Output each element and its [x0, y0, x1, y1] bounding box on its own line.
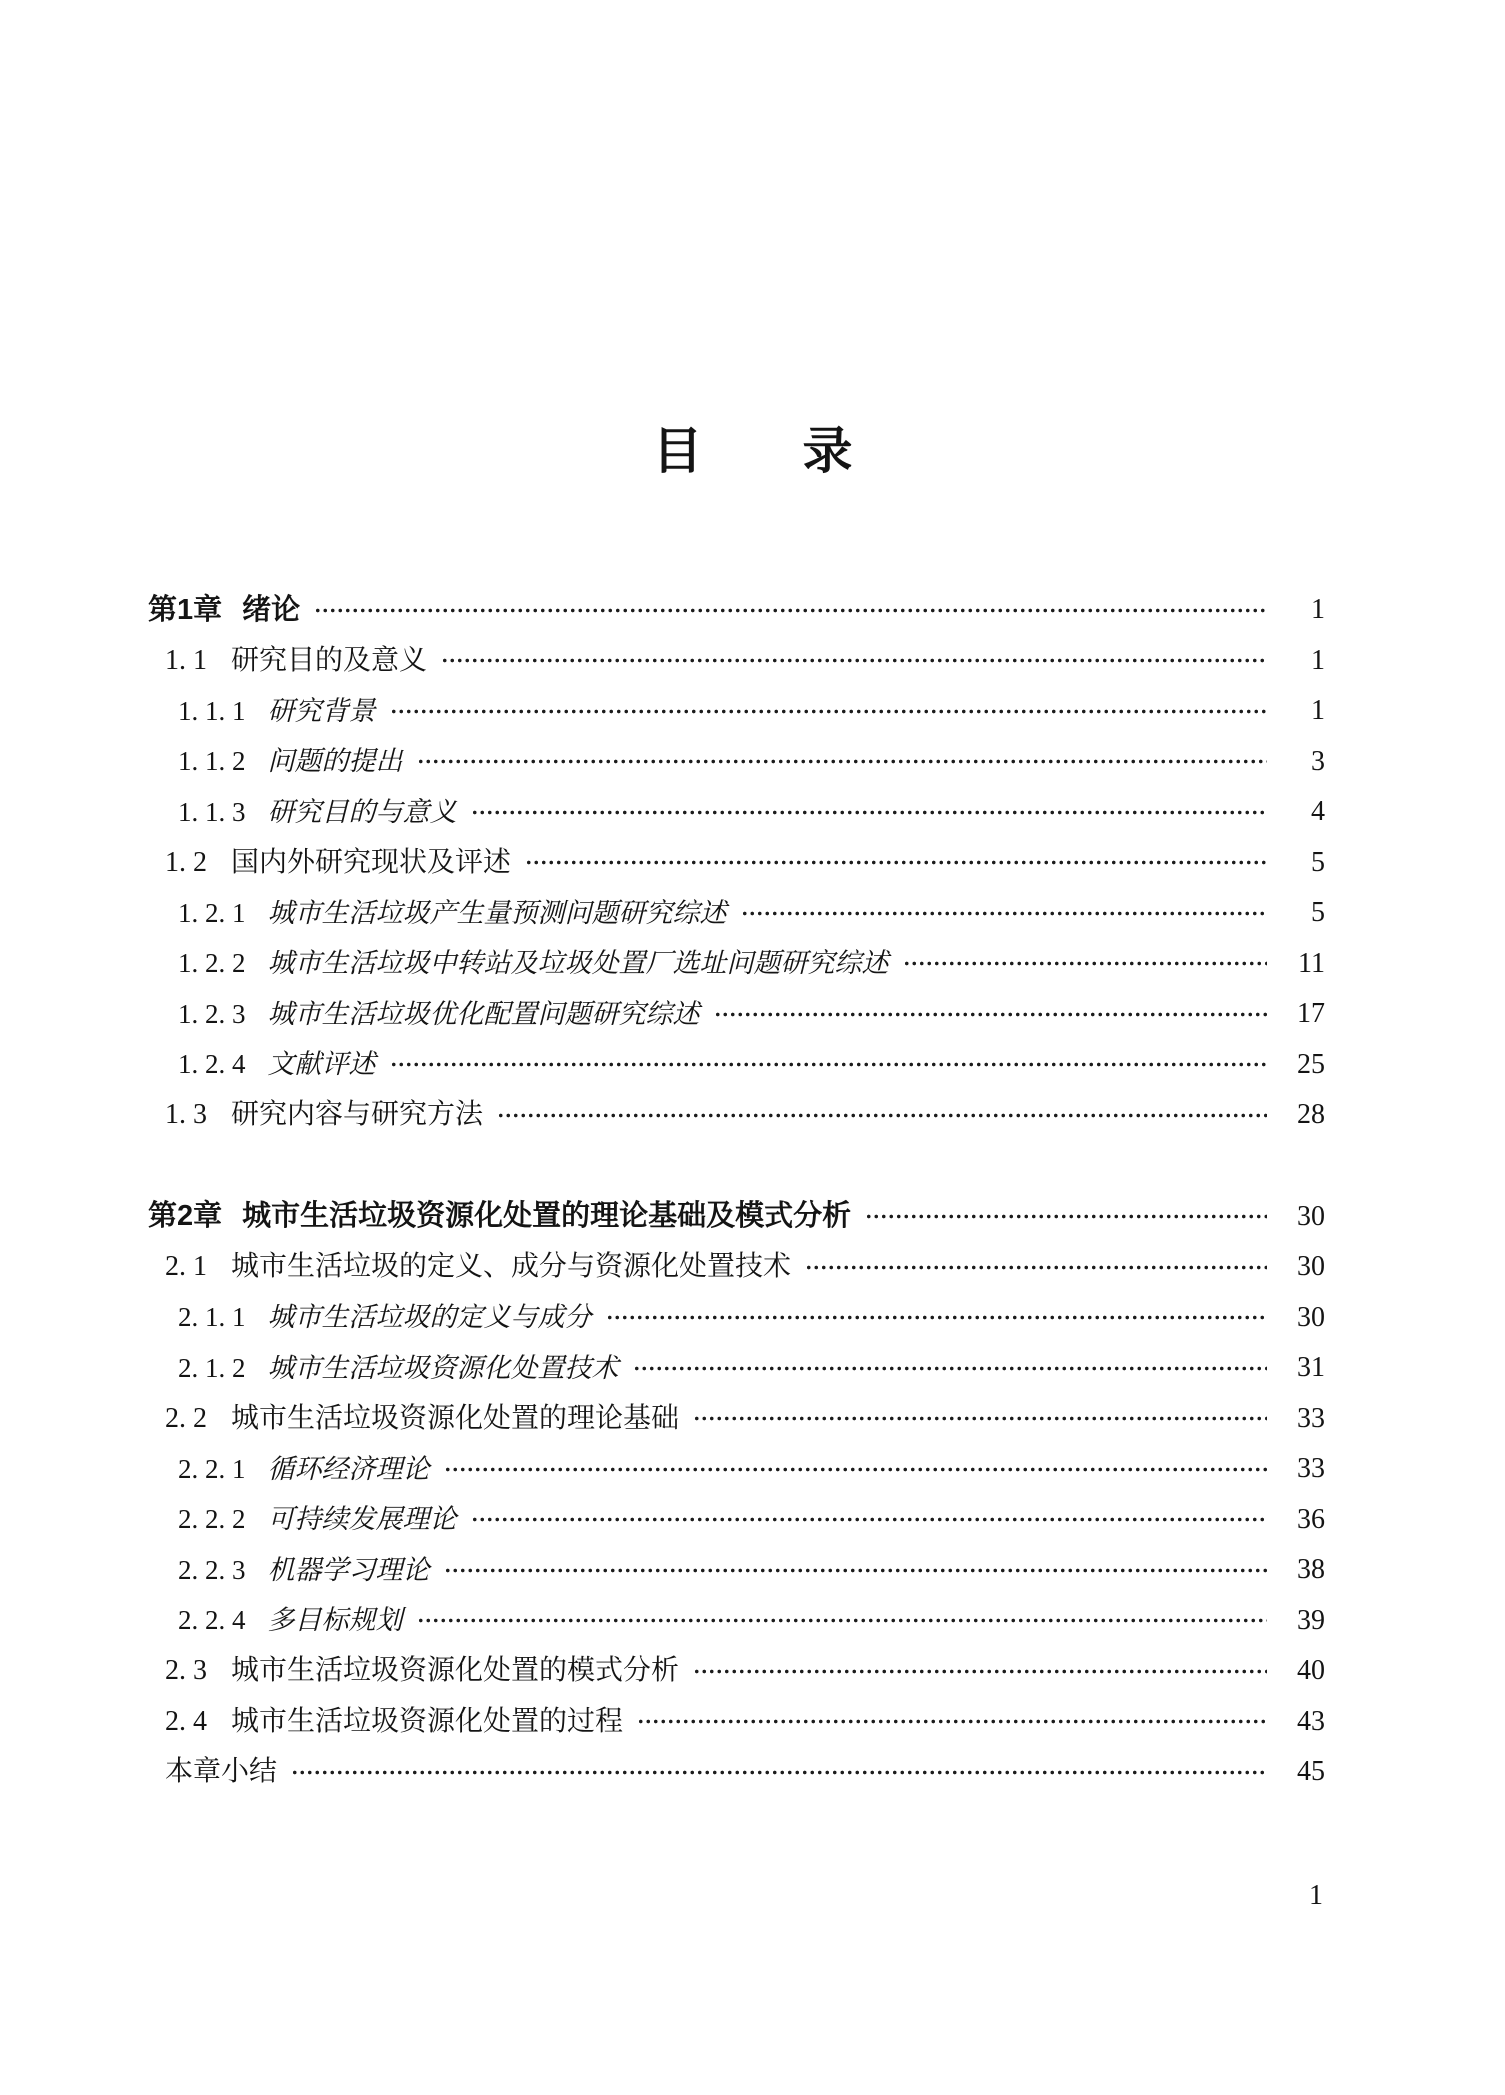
- toc-entry-page: 36: [1297, 1503, 1325, 1535]
- toc-entry-number: 1. 1. 1: [178, 695, 246, 726]
- toc-entry-number: 2. 1. 1: [178, 1302, 246, 1333]
- toc-entry-title: 城市生活垃圾资源化处置的模式分析: [231, 1655, 680, 1687]
- toc-entry-page: 11: [1298, 947, 1325, 979]
- toc-entry-page: 5: [1311, 846, 1325, 878]
- toc-entry-page: 30: [1297, 1200, 1325, 1232]
- toc-leader-dots: [903, 960, 1268, 967]
- toc-entry-title: 城市生活垃圾资源化处置的理论基础: [231, 1402, 680, 1434]
- toc-entry-number: 2. 3: [165, 1655, 207, 1687]
- toc-leader-dots: [417, 758, 1268, 765]
- toc-entry-title: 城市生活垃圾的定义与成分: [267, 1302, 592, 1333]
- toc-entry-title: 可持续发展理论: [267, 1504, 457, 1535]
- toc-entry-title: 本章小结: [165, 1756, 278, 1788]
- toc-leader-dots: [444, 1567, 1268, 1574]
- toc-entry-title: 国内外研究现状及评述: [231, 846, 512, 878]
- toc-entry-number: 第1章: [148, 593, 223, 626]
- toc-entry-page: 33: [1297, 1402, 1325, 1434]
- toc-leader-dots: [497, 1112, 1267, 1119]
- toc-entry-title: 城市生活垃圾的定义、成分与资源化处置技术: [231, 1251, 792, 1283]
- toc-leader-dots: [471, 1516, 1268, 1523]
- toc-leader-dots: [714, 1011, 1268, 1018]
- toc-entry: [148, 1242, 1325, 1293]
- toc-entry-page: 5: [1311, 897, 1325, 929]
- toc-entry: [148, 1090, 1325, 1141]
- toc-entry: [148, 636, 1325, 687]
- toc-leader-dots: [805, 1264, 1267, 1271]
- footer-page-number: 1: [1309, 1880, 1323, 1911]
- toc-entry-title: 机器学习理论: [267, 1554, 430, 1585]
- toc-entry-title: 多目标规划: [267, 1605, 403, 1636]
- toc-entry-number: 2. 2. 4: [178, 1605, 246, 1636]
- toc-entry-page: 3: [1311, 745, 1325, 777]
- toc-entry-page: 31: [1297, 1352, 1325, 1384]
- toc-entry-page: 1: [1311, 695, 1325, 727]
- toc-entry-title: 城市生活垃圾中转站及垃圾处置厂选址问题研究综述: [267, 948, 889, 979]
- toc-entry: [148, 1192, 1325, 1243]
- toc-entry-number: 1. 3: [165, 1099, 207, 1131]
- toc-leader-dots: [633, 1365, 1268, 1372]
- toc-leader-dots: [291, 1769, 1267, 1776]
- toc-entry-page: 1: [1311, 644, 1325, 676]
- toc-entry: [148, 1545, 1325, 1596]
- toc-entry: [148, 1747, 1325, 1798]
- toc-entry-number: 1. 2. 4: [178, 1049, 246, 1080]
- toc-entry-page: 43: [1297, 1705, 1325, 1737]
- toc-entry-number: 2. 1: [165, 1251, 207, 1283]
- toc-leader-dots: [444, 1466, 1268, 1473]
- toc-entry-page: 30: [1297, 1251, 1325, 1283]
- toc-entry-number: 2. 2: [165, 1402, 207, 1434]
- toc-entry-title: 研究目的及意义: [231, 644, 428, 676]
- toc-entry-page: 38: [1297, 1554, 1325, 1586]
- toc-entry-number: 2. 4: [165, 1705, 207, 1737]
- toc-entry-number: 1. 1. 2: [178, 746, 246, 777]
- toc-leader-dots: [390, 1061, 1268, 1068]
- toc-entry-title: 城市生活垃圾资源化处置的过程: [231, 1705, 624, 1737]
- toc-entry: [148, 1646, 1325, 1697]
- toc-entry: [148, 1596, 1325, 1647]
- toc-leader-dots: [441, 657, 1267, 664]
- toc-entry: [148, 1495, 1325, 1546]
- toc-entry-page: 33: [1297, 1453, 1325, 1485]
- toc-entry-number: 2. 2. 2: [178, 1504, 246, 1535]
- toc-entry: [148, 1040, 1325, 1091]
- toc-leader-dots: [525, 859, 1267, 866]
- toc-entry-number: 1. 2. 3: [178, 998, 246, 1029]
- toc-entry-title: 城市生活垃圾资源化处置的理论基础及模式分析: [242, 1200, 852, 1233]
- toc-entry-number: 1. 2. 1: [178, 897, 246, 928]
- page-title: 目 录: [652, 423, 853, 479]
- toc-entry-title: 研究背景: [267, 695, 376, 726]
- toc-entry: [148, 1444, 1325, 1495]
- toc-leader-dots: [417, 1617, 1268, 1624]
- toc-entry: [148, 1343, 1325, 1394]
- toc-entry-number: 第2章: [148, 1200, 223, 1233]
- toc-entry: [148, 787, 1325, 838]
- toc-entry-title: 城市生活垃圾资源化处置技术: [267, 1352, 619, 1383]
- toc-entry-number: 1. 1. 3: [178, 796, 246, 827]
- toc-leader-dots: [693, 1415, 1267, 1422]
- toc-entry: [148, 737, 1325, 788]
- toc-entry-number: 1. 1: [165, 644, 207, 676]
- toc-entry-title: 循环经济理论: [267, 1453, 430, 1484]
- toc-leader-dots: [865, 1213, 1267, 1220]
- toc-entry-title: 城市生活垃圾产生量预测问题研究综述: [267, 897, 727, 928]
- toc-entry: [148, 989, 1325, 1040]
- toc-entry-title: 绪论: [242, 593, 301, 626]
- toc-entry-page: 40: [1297, 1655, 1325, 1687]
- toc-entry-title: 研究目的与意义: [267, 796, 457, 827]
- toc-leader-dots: [693, 1668, 1267, 1675]
- toc-leader-dots: [741, 910, 1268, 917]
- toc-list: [148, 585, 1325, 1798]
- toc-entry-title: 研究内容与研究方法: [231, 1099, 484, 1131]
- toc-entry: [148, 838, 1325, 889]
- toc-entry-title: 文献评述: [267, 1049, 376, 1080]
- toc-leader-dots: [471, 809, 1268, 816]
- toc-entry-page: 17: [1297, 998, 1325, 1030]
- toc-entry-number: 1. 2: [165, 846, 207, 878]
- toc-entry: [148, 585, 1325, 636]
- toc-entry-page: 30: [1297, 1301, 1325, 1333]
- toc-entry: [148, 939, 1325, 990]
- toc-entry-number: 2. 2. 1: [178, 1453, 246, 1484]
- toc-entry-page: 39: [1297, 1604, 1325, 1636]
- toc-entry-page: 4: [1311, 796, 1325, 828]
- toc-leader-dots: [390, 708, 1268, 715]
- toc-entry-number: 2. 2. 3: [178, 1554, 246, 1585]
- toc-entry-title: 问题的提出: [267, 746, 403, 777]
- toc-entry: [148, 686, 1325, 737]
- toc-leader-dots: [637, 1718, 1267, 1725]
- toc-entry-page: 28: [1297, 1099, 1325, 1131]
- toc-entry-page: 1: [1311, 594, 1325, 626]
- toc-entry-title: 城市生活垃圾优化配置问题研究综述: [267, 998, 700, 1029]
- toc-entry: [148, 1697, 1325, 1748]
- toc-entry-number: 2. 1. 2: [178, 1352, 246, 1383]
- toc-entry-number: 1. 2. 2: [178, 948, 246, 979]
- toc-leader-dots: [606, 1314, 1268, 1321]
- toc-entry: [148, 1293, 1325, 1344]
- toc-entry-page: 25: [1297, 1048, 1325, 1080]
- toc-entry: [148, 1394, 1325, 1445]
- toc-leader-dots: [314, 607, 1267, 614]
- toc-entry: [148, 888, 1325, 939]
- toc-entry-page: 45: [1297, 1756, 1325, 1788]
